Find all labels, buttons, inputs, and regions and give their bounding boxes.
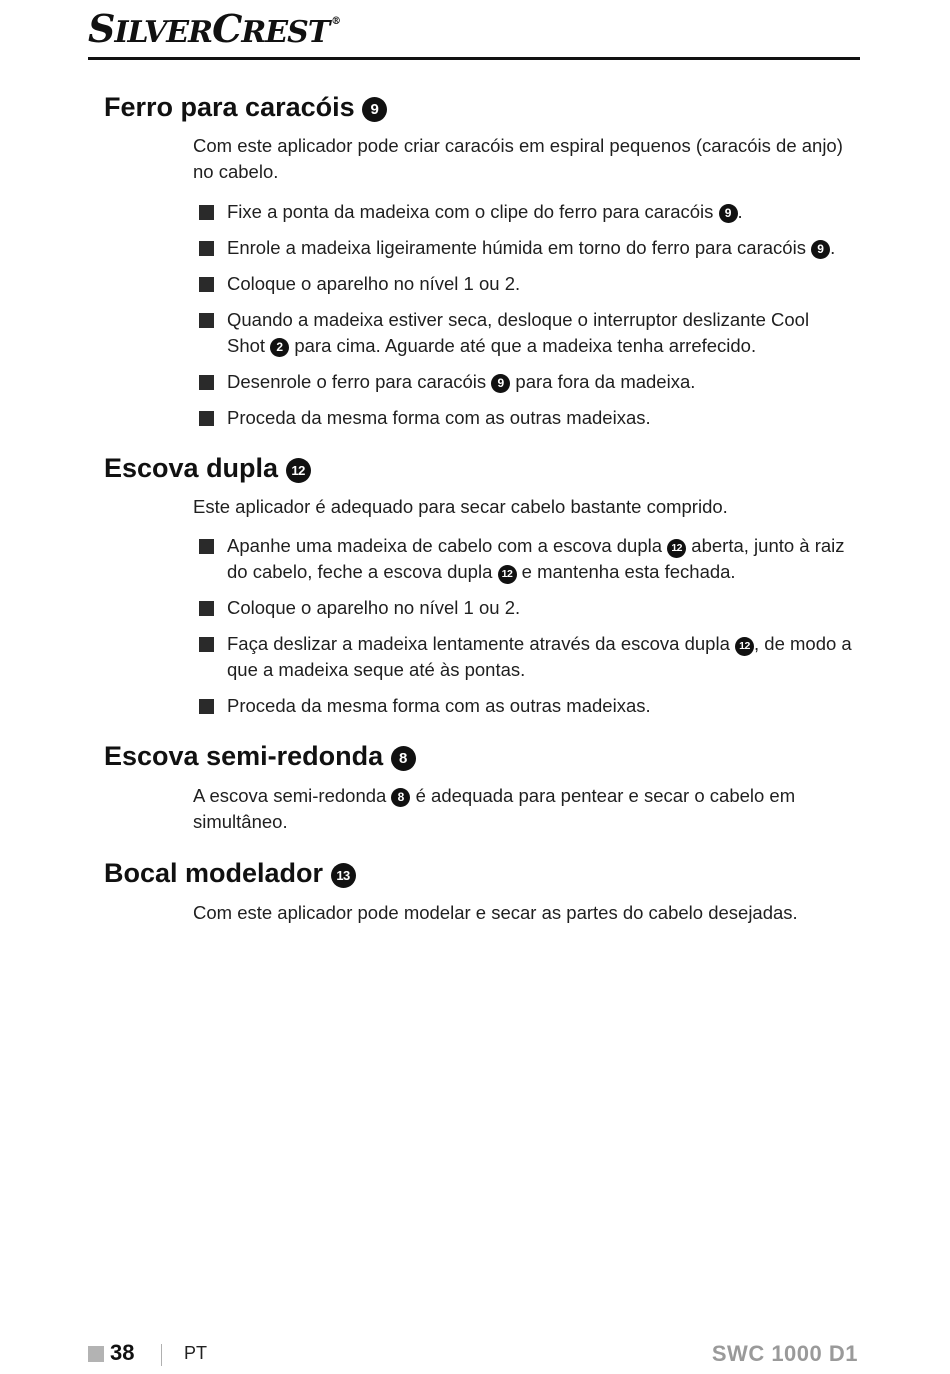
section-intro: Com este aplicador pode modelar e secar as partes do cabelo desejadas. — [193, 902, 798, 923]
bullet-square-icon — [199, 637, 214, 652]
bullet-square-icon — [199, 205, 214, 220]
bullet-square-icon — [199, 277, 214, 292]
model-number: SWC 1000 D1 — [711, 1341, 858, 1366]
page-number: 38 — [110, 1340, 135, 1365]
part-number-badge: 12 — [286, 458, 311, 483]
section-intro: Este aplicador é adequado para secar cabelo bastante comprido. — [193, 496, 728, 517]
part-number-badge: 9 — [362, 97, 387, 122]
part-number-badge: 8 — [391, 788, 410, 807]
part-number-badge: 2 — [270, 338, 289, 357]
language-code: PT — [184, 1343, 208, 1363]
section-intro: A escova semi-redonda 8 é adequada para pentear e secar o cabelo em simultâneo. — [193, 785, 796, 832]
bullet-square-icon — [199, 539, 214, 554]
part-number-badge: 9 — [719, 204, 738, 223]
section-title-ferro: Ferro para caracóis 9 — [104, 91, 387, 123]
page-footer — [88, 1340, 858, 1370]
part-number-badge: 8 — [391, 746, 416, 771]
section-title-escova-dupla: Escova dupla 12 — [104, 452, 311, 484]
bullet-square-icon — [199, 241, 214, 256]
section-title-escova-semi-redonda: Escova semi-redonda 8 — [104, 740, 416, 772]
footer-divider — [161, 1344, 162, 1366]
part-number-badge: 12 — [735, 637, 754, 656]
bullet-square-icon — [199, 375, 214, 390]
part-number-badge: 9 — [811, 240, 830, 259]
bullet-square-icon — [199, 411, 214, 426]
page-header — [88, 6, 860, 60]
part-number-badge: 12 — [498, 565, 517, 584]
part-number-badge: 13 — [331, 863, 356, 888]
bullet-square-icon — [199, 699, 214, 714]
silvercrest-logo: SILVERCREST ® — [88, 6, 341, 51]
header-divider — [88, 57, 860, 60]
section-intro: Com este aplicador pode criar caracóis em espiral pequenos (caracóis de anjo) no cabelo. — [193, 135, 843, 182]
part-number-badge: 9 — [491, 374, 510, 393]
bullet-square-icon — [199, 601, 214, 616]
part-number-badge: 12 — [667, 539, 686, 558]
footer-square-icon — [88, 1346, 104, 1362]
section-title-bocal-modelador: Bocal modelador 13 — [104, 857, 356, 889]
bullet-square-icon — [199, 313, 214, 328]
